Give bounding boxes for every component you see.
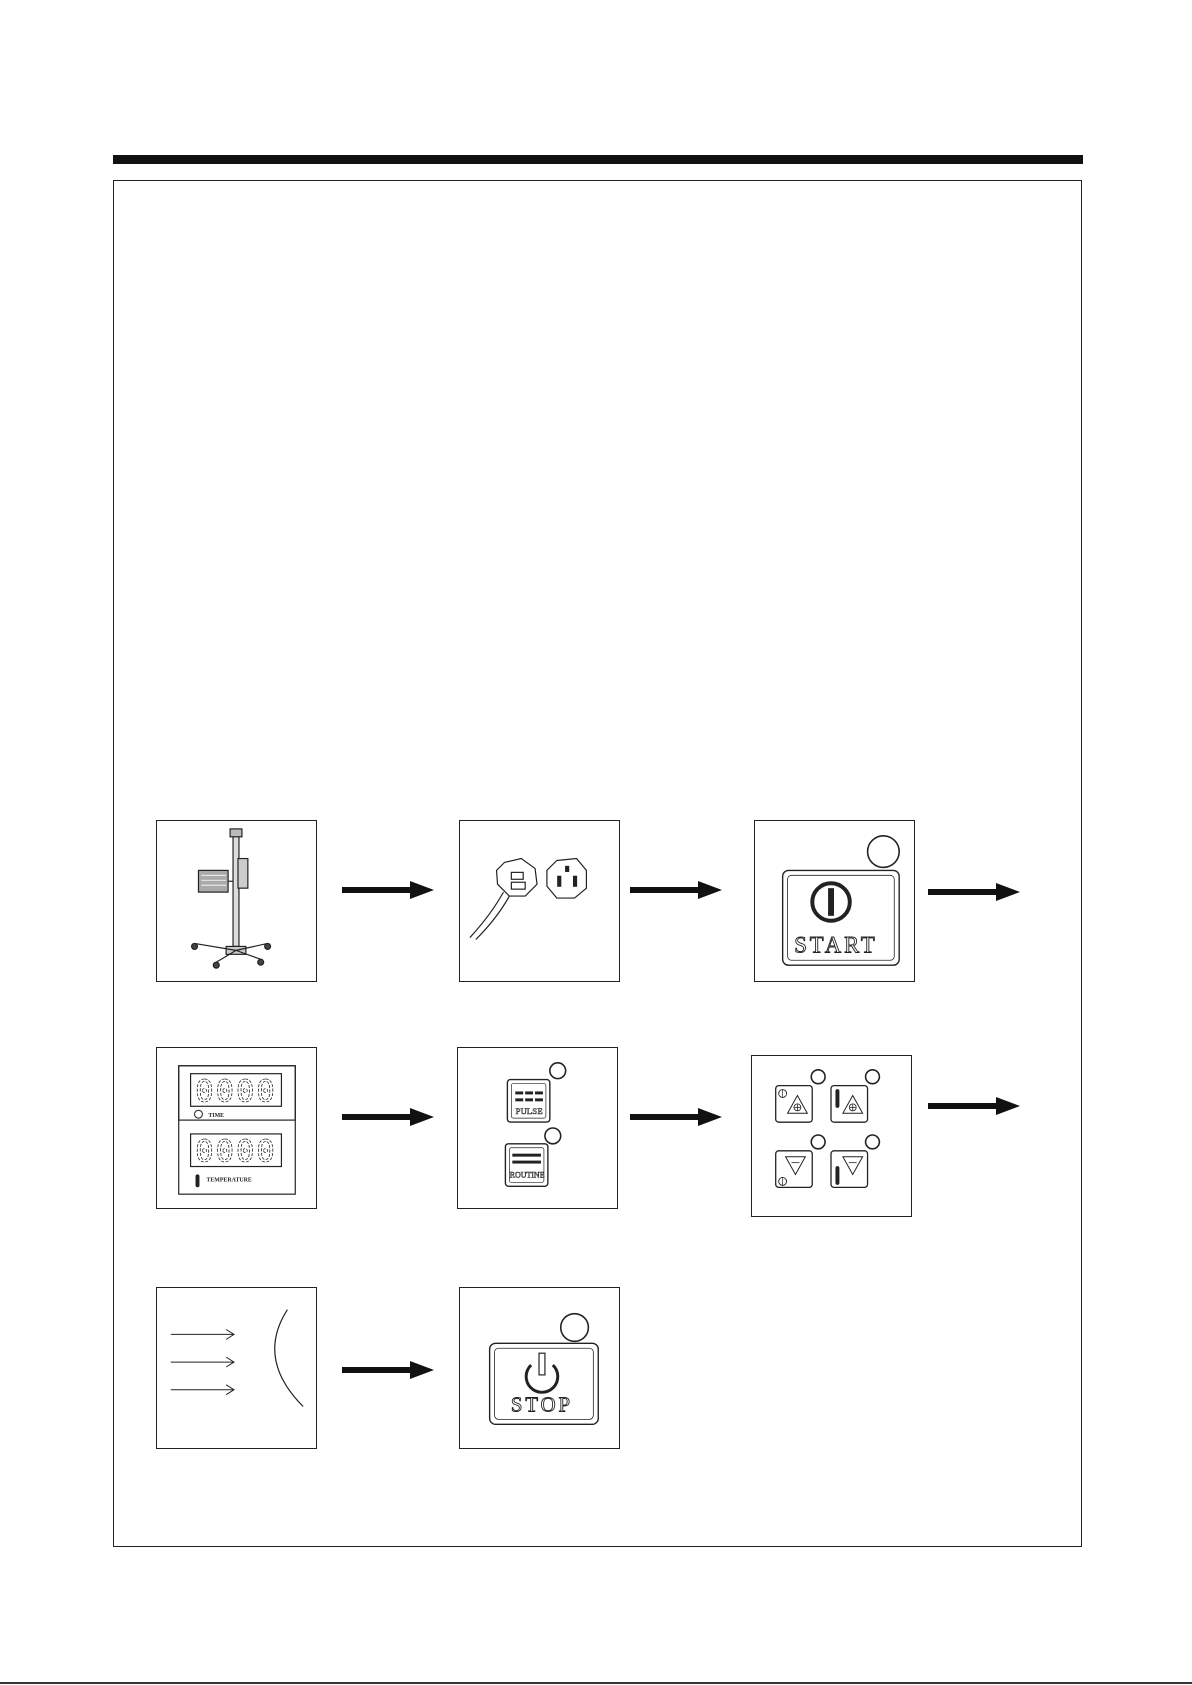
callout-circle	[550, 1063, 566, 1079]
flow-arrow	[342, 1107, 434, 1127]
flow-arrow	[630, 880, 722, 900]
thermometer-icon	[196, 1174, 200, 1187]
flow-arrow	[928, 1096, 1020, 1116]
heat-rays-illustration	[157, 1288, 316, 1448]
panel-stop-button	[459, 1287, 620, 1449]
panel-adjust-buttons	[751, 1055, 912, 1217]
power-plug-illustration	[460, 821, 619, 981]
callout-circle	[868, 836, 900, 868]
adjust-buttons-illustration	[752, 1056, 911, 1216]
temp-digits: 0000	[195, 1134, 277, 1170]
flow-arrow	[630, 1107, 722, 1127]
panel-power-plug	[459, 820, 620, 982]
stop-label: STOP	[510, 1394, 574, 1417]
heater-stand-illustration	[157, 821, 316, 981]
start-label: START	[794, 932, 878, 958]
panel-mode-buttons	[457, 1047, 618, 1209]
time-up-button[interactable]	[776, 1086, 813, 1123]
stop-button-illustration[interactable]	[460, 1288, 619, 1448]
routine-button[interactable]	[505, 1144, 547, 1186]
flow-arrow	[342, 880, 434, 900]
thermometer-icon	[836, 1167, 839, 1185]
flow-arrow	[342, 1360, 434, 1380]
display-illustration	[157, 1048, 316, 1208]
callout-circle	[561, 1314, 589, 1342]
panel-heater-stand	[156, 820, 317, 982]
panel-start-button	[754, 820, 915, 982]
start-button-illustration[interactable]	[755, 821, 914, 981]
panel-display	[156, 1047, 317, 1209]
mode-buttons-illustration	[458, 1048, 617, 1208]
thermometer-icon	[836, 1090, 839, 1108]
temp-label: TEMPERATURE	[206, 1177, 252, 1184]
callout-circle	[811, 1135, 825, 1149]
header-rule	[113, 155, 1083, 164]
time-label: TIME	[208, 1113, 225, 1120]
flow-arrow	[928, 882, 1020, 902]
routine-label: ROUTINE	[509, 1170, 545, 1180]
callout-circle	[545, 1128, 561, 1144]
time-digits: 0000	[195, 1074, 277, 1110]
page-bottom-edge	[0, 1682, 1192, 1684]
clock-icon	[195, 1110, 203, 1118]
panel-heat-rays	[156, 1287, 317, 1449]
callout-circle	[866, 1070, 880, 1084]
pulse-label: PULSE	[515, 1106, 543, 1117]
callout-circle	[866, 1135, 880, 1149]
callout-circle	[811, 1070, 825, 1084]
